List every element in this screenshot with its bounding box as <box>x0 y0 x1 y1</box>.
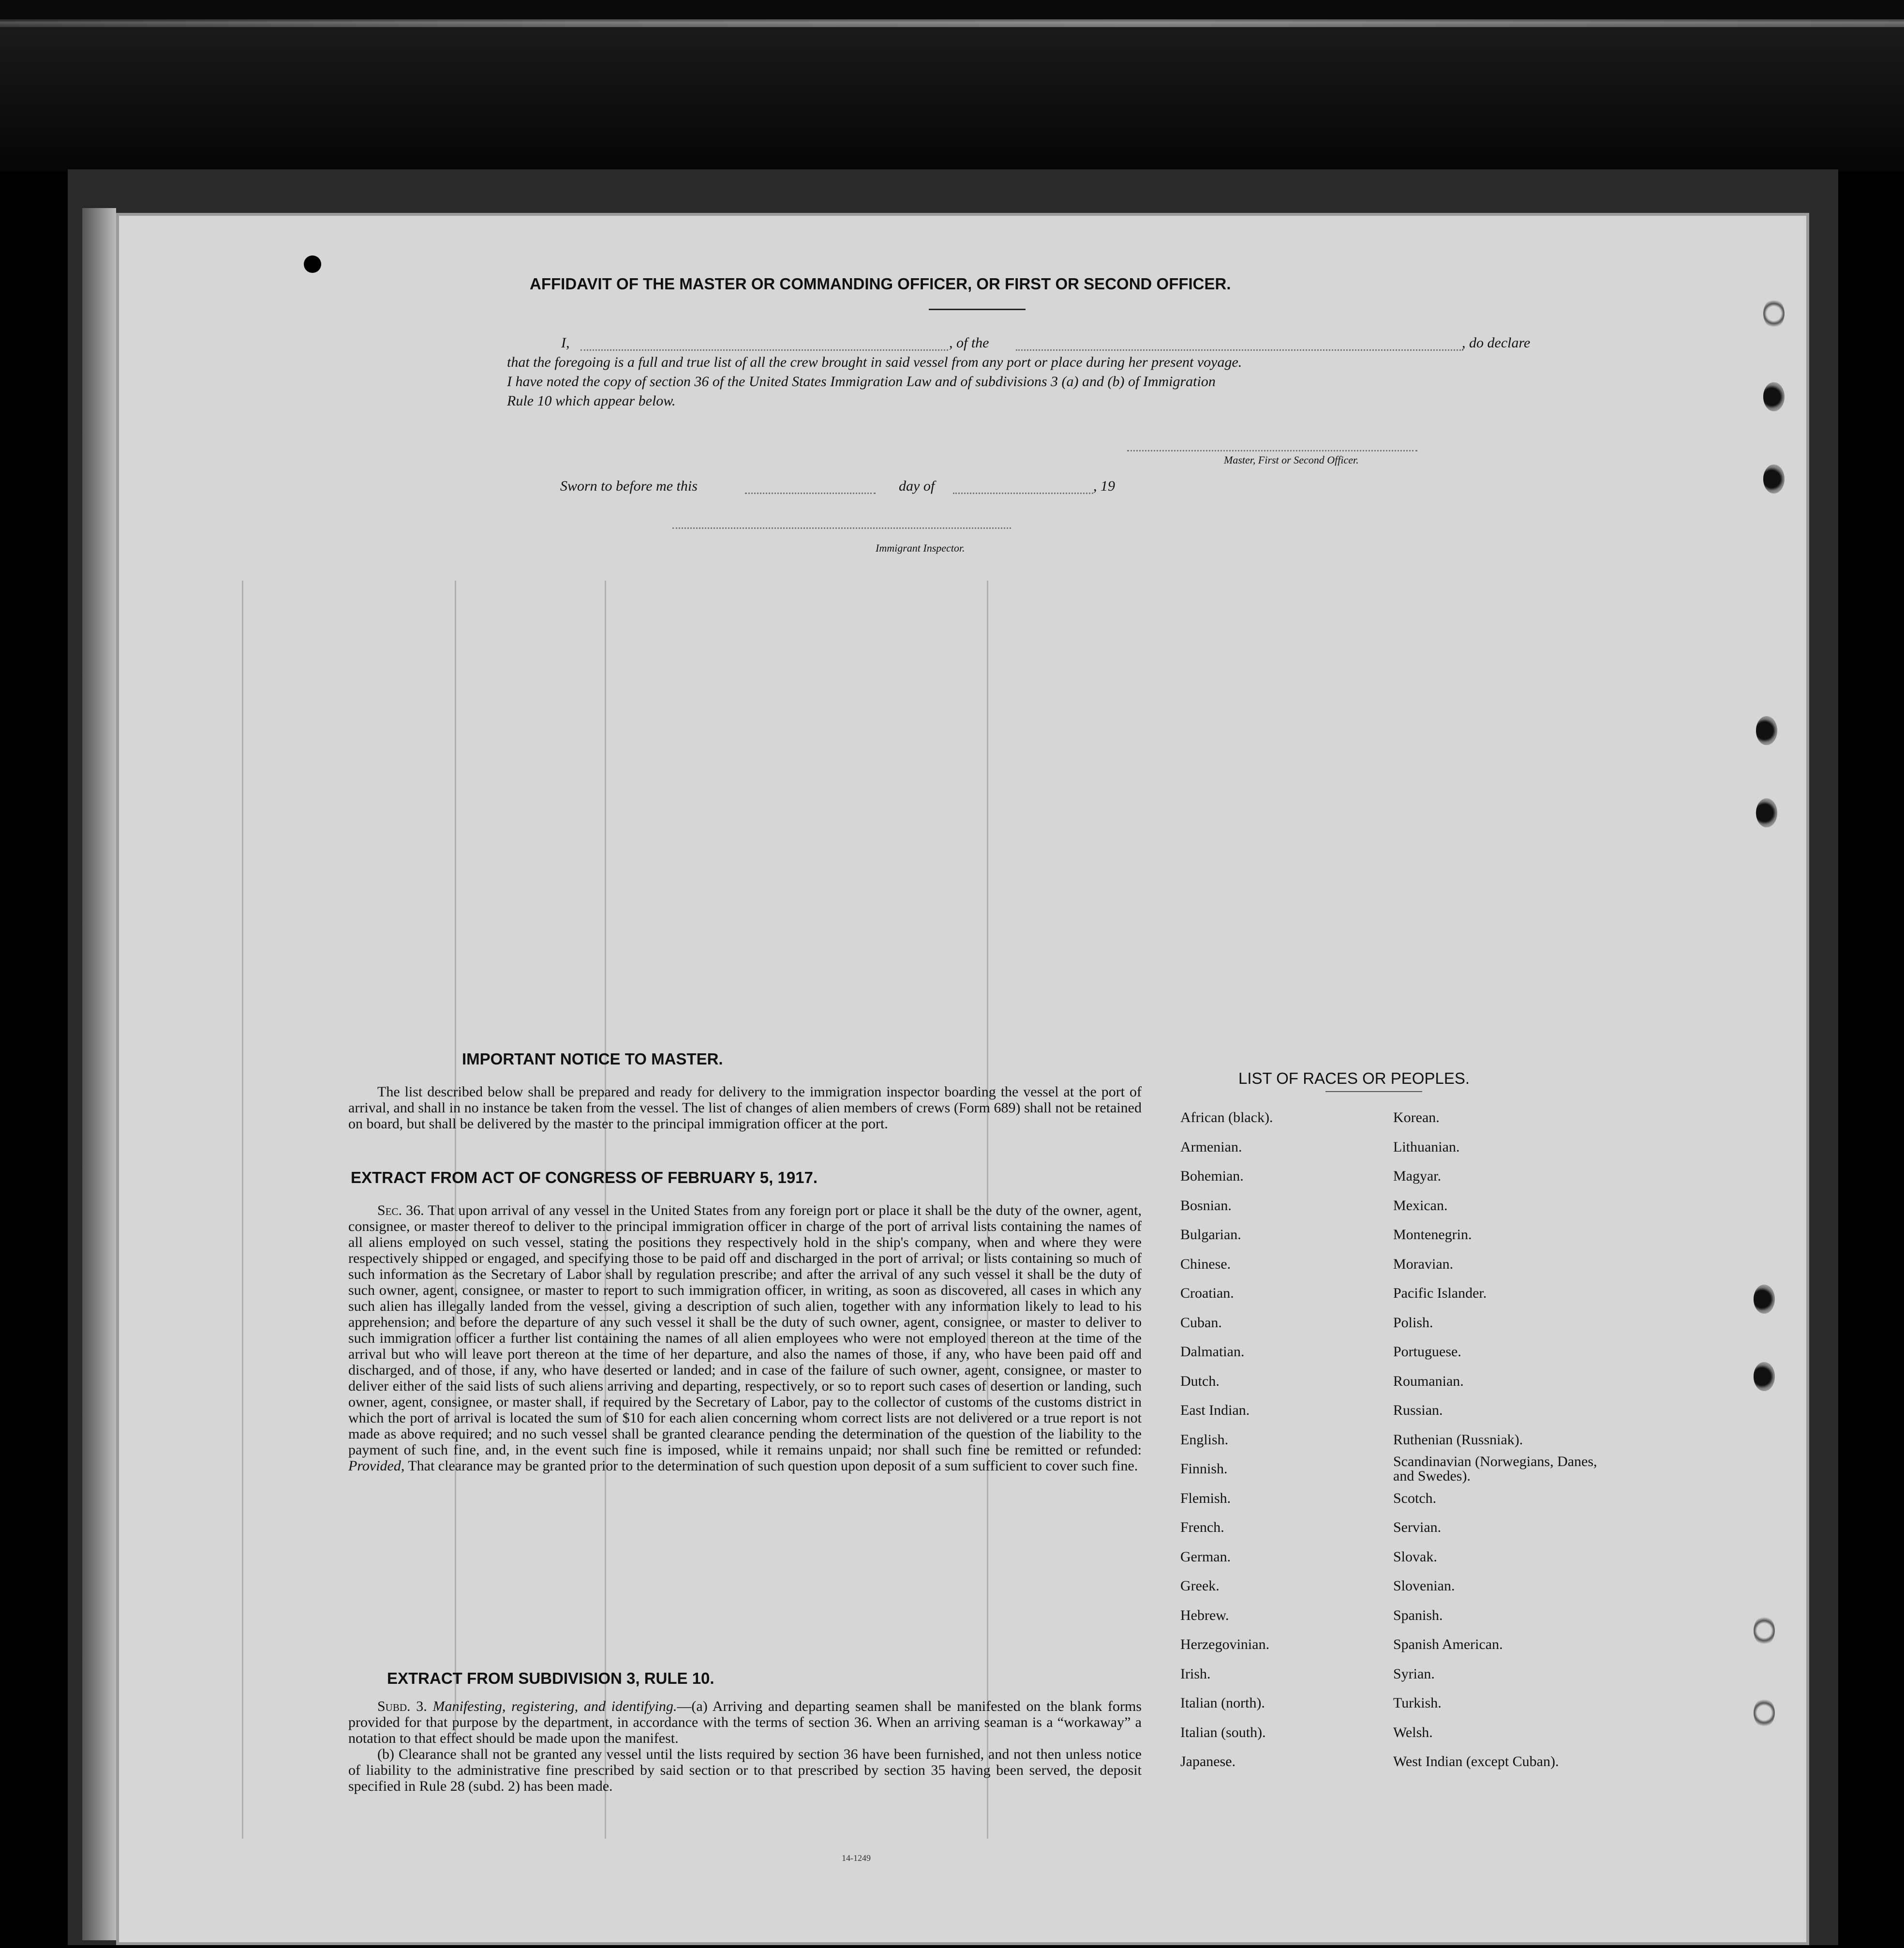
races-column-1 <box>1180 1103 1273 1777</box>
rule-para-a: —(a) Arriving and departing seamen shall be manifested on the blank forms provided for that purpose by the department, in accordance with the terms of section 36. When an arriving seaman is a “workaway” a notation to that effect should be made upon the manifest. <box>348 1698 1142 1746</box>
race-item: Irish. <box>1180 1665 1211 1682</box>
race-item: Bulgarian. <box>1180 1227 1241 1243</box>
race-item: Flemish. <box>1180 1490 1231 1506</box>
document-page <box>116 213 1809 1945</box>
act-body-end: That clearance may be granted prior to the determination of such question upon deposit of a sum sufficient to cover such fine. <box>408 1458 1138 1474</box>
race-item: Italian (south). <box>1180 1724 1266 1740</box>
vessel-blank <box>1016 349 1463 351</box>
race-item: Spanish. <box>1393 1607 1443 1623</box>
race-item: English. <box>1180 1431 1229 1448</box>
punch-hole <box>1756 798 1777 827</box>
race-item: Greek. <box>1180 1578 1220 1594</box>
master-signature-label: Master, First or Second Officer. <box>1224 454 1359 466</box>
race-item: Roumanian. <box>1393 1373 1464 1389</box>
race-item: Pacific Islander. <box>1393 1285 1487 1301</box>
act-text <box>348 1202 1142 1474</box>
races-title-rule <box>1325 1091 1422 1092</box>
punch-hole <box>1763 382 1785 411</box>
form-code: 14-1249 <box>842 1853 871 1863</box>
race-item: Lithuanian. <box>1393 1139 1460 1155</box>
inspector-label: Immigrant Inspector. <box>876 542 965 554</box>
act-body: That upon arrival of any vessel in the United States from any foreign port or place it shall be the duty of the owner, agent, consignee, or master thereof to deliver to the principal immigration officer in charge of the port of arrival lists containing the names of all aliens employed on such vessel, stating the positions they respectively hold in the ship's company, when and where they were respectively shipped or engaged, and specifying those to be paid off and discharged in the port of arrival; or lists containing so much of such information as the Secretary of Labor shall by regulation prescribe; and after the arrival of any such vessel it shall be the duty of such owner, agent, consignee, or master to report to such immigration officer, in writing, as soon as discovered, all cases in which any such alien has illegally landed from the vessel, giving a description of such alien, together with any information likely to lead to his apprehension; and before the departure of any such vessel it shall be the duty of such owner, agent, consignee, or master to deliver to such immigration officer a further list containing the names of all alien employees who were not employed thereon at the time of the arrival but who will leave port thereon at the time of her departure, and also the names of those, if any, who have been paid off and discharged, and of those, if any, who have deserted or landed; and in case of the failure of such owner, agent, consignee, or master to deliver either of the said lists of such aliens arriving and departing, respectively, or so to report such cases of desertion or landing, such owner, agent, consignee, or master shall, if required by the Secretary of Labor, pay to the collector of customs of the customs district in which the port of arrival is located the sum of $10 for each alien concerning whom correct lists are not delivered or a true report is not made as above required; and no such vessel shall be granted clearance pending the determination of the question of the liability to the payment of such fine, and, in the event such fine is imposed, while it remains unpaid; nor shall such fine be remitted or refunded: <box>348 1202 1142 1458</box>
race-item: Slovenian. <box>1393 1578 1455 1594</box>
punch-hole <box>1754 1285 1775 1314</box>
race-item: Welsh. <box>1393 1724 1433 1740</box>
race-item: Finnish. <box>1180 1461 1228 1477</box>
rule-subd-heading: Manifesting, registering, and identifying. <box>432 1698 677 1714</box>
race-item: Russian. <box>1393 1402 1443 1418</box>
day-of-label: day of <box>899 478 935 494</box>
race-item: Bosnian. <box>1180 1197 1232 1214</box>
race-item: East Indian. <box>1180 1402 1250 1418</box>
race-item: African (black). <box>1180 1109 1273 1125</box>
race-item: Dalmatian. <box>1180 1344 1245 1360</box>
signature-blank <box>1127 450 1417 451</box>
punch-hole <box>1763 299 1785 328</box>
race-item: Herzegovinian. <box>1180 1636 1270 1652</box>
race-item: Portuguese. <box>1393 1344 1461 1360</box>
race-item: Ruthenian (Russniak). <box>1393 1431 1523 1448</box>
punch-hole <box>1763 465 1785 494</box>
affidavit-line-3: I have noted the copy of section 36 of the United States Immigration Law and of subdivisions 3 (a) and (b) of Immigration <box>507 374 1216 390</box>
rule-para-b: (b) Clearance shall not be granted any vessel until the lists required by section 36 have been furnished, and not then unless notice of liability to the administrative fine prescribed by said section or to that prescribed by section 35 having been served, the deposit specified in Rule 28 (subd. 2) has been made. <box>348 1746 1142 1794</box>
act-section: Sec. 36. <box>377 1202 424 1218</box>
race-item: Croatian. <box>1180 1285 1234 1301</box>
scanner-strip <box>0 19 1904 27</box>
race-item: Mexican. <box>1393 1197 1448 1214</box>
race-item: Japanese. <box>1180 1753 1236 1769</box>
binding-hole <box>304 255 321 273</box>
notice-text <box>348 1084 1142 1132</box>
race-item: Hebrew. <box>1180 1607 1229 1623</box>
race-item: German. <box>1180 1548 1231 1565</box>
races-title: LIST OF RACES OR PEOPLES. <box>1238 1069 1470 1087</box>
act-provided: Provided, <box>348 1458 405 1474</box>
race-item: Cuban. <box>1180 1314 1222 1331</box>
affidavit-of-the: , of the <box>949 335 989 351</box>
punch-hole <box>1754 1698 1775 1727</box>
race-item: Slovak. <box>1393 1548 1437 1565</box>
race-item: Montenegrin. <box>1393 1227 1472 1243</box>
race-item: West Indian (except Cuban). <box>1393 1753 1559 1769</box>
race-item: Armenian. <box>1180 1139 1242 1155</box>
race-item: Turkish. <box>1393 1695 1442 1711</box>
inspector-blank <box>672 527 1011 529</box>
punch-hole <box>1754 1362 1775 1391</box>
affidavit-title: AFFIDAVIT OF THE MASTER OR COMMANDING OFFICER, OR FIRST OR SECOND OFFICER. <box>530 275 1231 293</box>
race-item: Italian (north). <box>1180 1695 1265 1711</box>
bleed-column-line <box>242 581 243 1839</box>
affidavit-i: I, <box>561 335 570 351</box>
race-item: French. <box>1180 1519 1224 1535</box>
race-item: Scandinavian (Norwegians, Danes, and Swedes). <box>1393 1454 1597 1484</box>
race-item: Syrian. <box>1393 1665 1435 1682</box>
rule-text <box>348 1698 1142 1794</box>
punch-hole <box>1754 1616 1775 1645</box>
sworn-label: Sworn to before me this <box>560 478 698 494</box>
rule-title: EXTRACT FROM SUBDIVISION 3, RULE 10. <box>387 1669 714 1687</box>
race-item: Polish. <box>1393 1314 1433 1331</box>
affidavit-title-rule <box>929 309 1026 310</box>
notice-paragraph: The list described below shall be prepared and ready for delivery to the immigration inspector boarding the vessel at the port of arrival, and shall in no instance be taken from the vessel. The list of changes of alien members of crews (Form 689) shall not be retained on board, but shall be delivered by the master to the principal immigration officer at the port. <box>348 1084 1142 1132</box>
month-blank <box>953 493 1093 494</box>
sworn-day-blank <box>745 493 876 494</box>
race-item: Servian. <box>1393 1519 1442 1535</box>
year-label: , 19 <box>1093 478 1115 494</box>
race-item: Moravian. <box>1393 1256 1454 1272</box>
affidavit-do-declare: , do declare <box>1462 335 1531 351</box>
rule-subd: Subd. 3. <box>377 1698 427 1714</box>
notice-title: IMPORTANT NOTICE TO MASTER. <box>462 1050 723 1068</box>
paper-edge <box>82 208 116 1940</box>
bleed-column-line <box>455 581 456 1742</box>
race-item: Korean. <box>1393 1109 1440 1125</box>
race-item: Magyar. <box>1393 1168 1442 1184</box>
race-item: Chinese. <box>1180 1256 1231 1272</box>
race-item: Scotch. <box>1393 1490 1437 1506</box>
affidavit-line-2: that the foregoing is a full and true list of all the crew brought in said vessel from any port or place during her present voyage. <box>507 354 1242 370</box>
races-column-2 <box>1393 1103 1606 1777</box>
act-title: EXTRACT FROM ACT OF CONGRESS OF FEBRUARY 5, 1917. <box>351 1169 818 1186</box>
name-blank <box>580 349 948 351</box>
punch-hole <box>1756 716 1777 745</box>
race-item: Dutch. <box>1180 1373 1220 1389</box>
race-item: Bohemian. <box>1180 1168 1244 1184</box>
race-item: Spanish American. <box>1393 1636 1503 1652</box>
affidavit-line-4: Rule 10 which appear below. <box>507 393 676 409</box>
